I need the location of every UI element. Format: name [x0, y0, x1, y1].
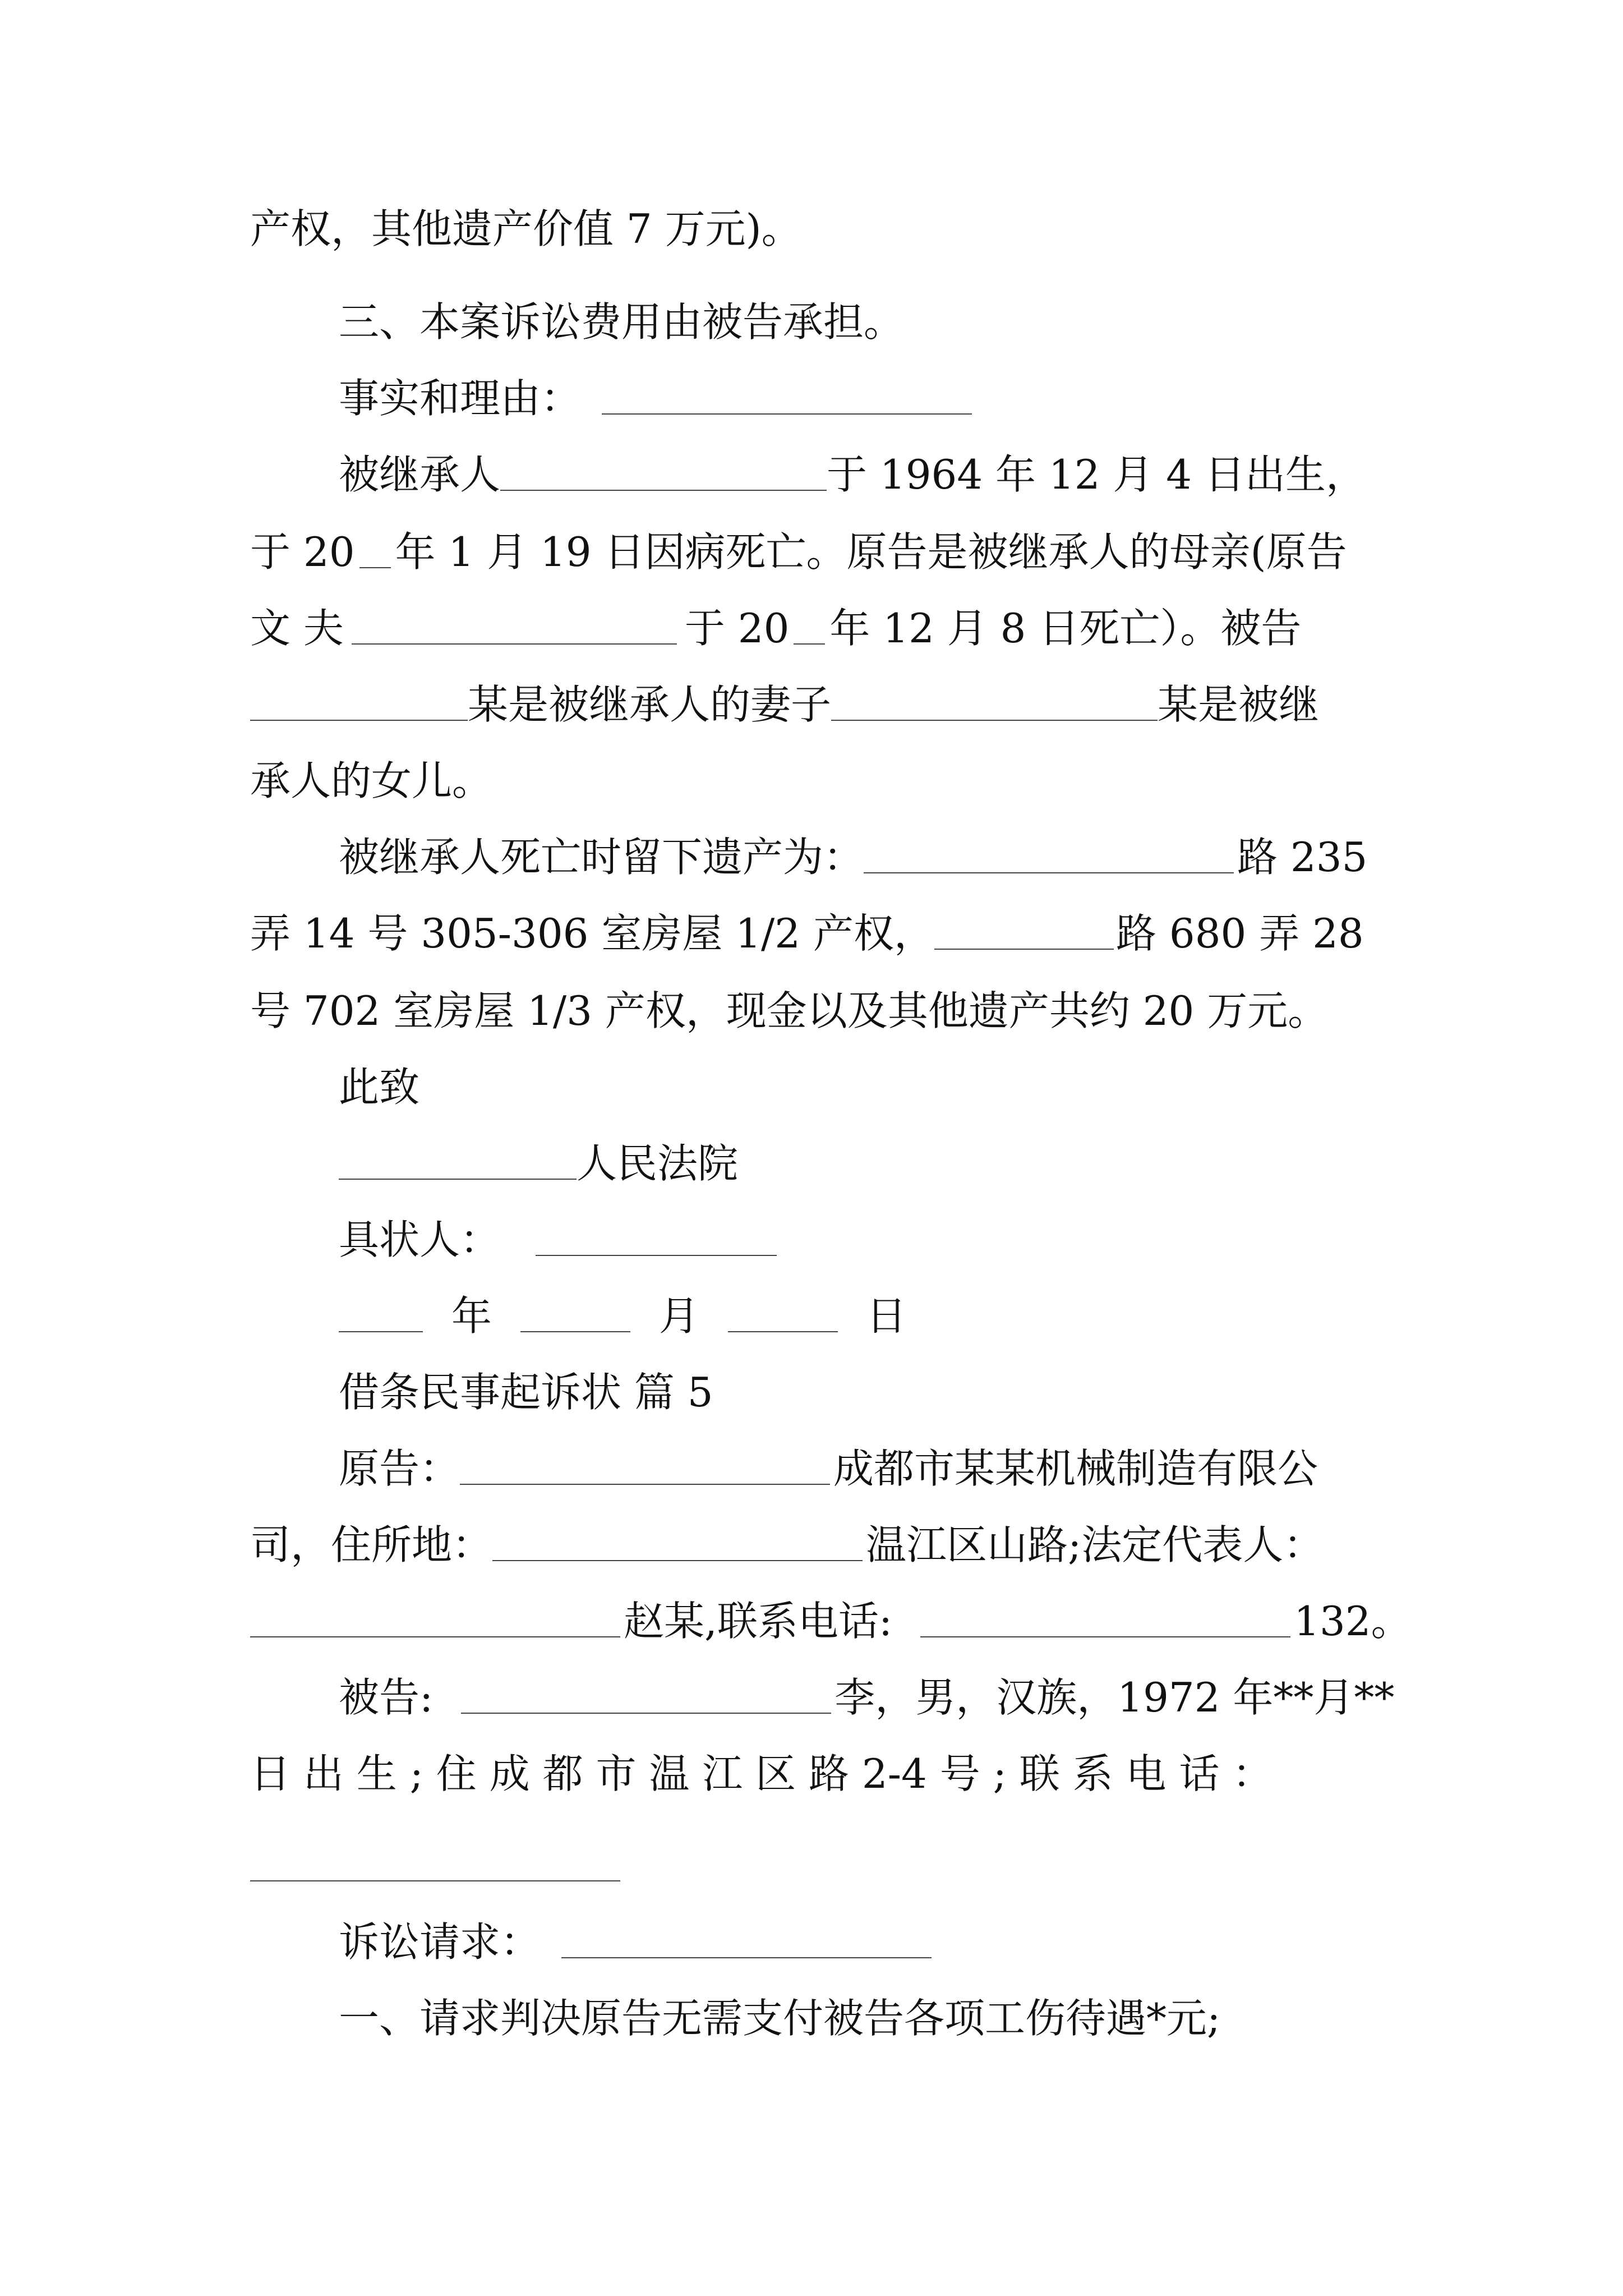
line-text: 于 20: [684, 605, 790, 652]
claims-heading: [339, 1914, 932, 1970]
line-text: 号 702 室房屋 1/3 产权，现金以及其他遗产共约 20 万元。: [250, 987, 1329, 1034]
fill-blank: [520, 1295, 630, 1332]
fill-blank: [492, 1524, 863, 1561]
fill-blank: [864, 836, 1234, 873]
fill-blank: [934, 913, 1114, 950]
paragraph-line: [339, 1441, 1318, 1497]
fill-blank: [352, 608, 677, 645]
section-title: [339, 1364, 713, 1420]
line-text: 日 出 生 ; 住 成 都 市 温 江 区 路 2-4 号 ; 联 系 电 话 ：: [250, 1750, 1273, 1797]
line-text: 被继承人: [339, 451, 501, 498]
line-text: 借条民事起诉状 篇 5: [339, 1369, 713, 1416]
line-text: 人民法院: [577, 1140, 739, 1187]
line-text: 具状人：: [339, 1216, 501, 1263]
line-text: 年: [451, 1292, 492, 1340]
fill-blank: [359, 531, 391, 568]
paragraph-line: [339, 447, 1366, 503]
line-text: 某是被继: [1158, 681, 1320, 728]
line-text: 被继承人死亡时留下遗产为：: [339, 834, 864, 881]
line-text: 文 夫: [250, 605, 344, 652]
paragraph-line: [250, 600, 1301, 656]
fill-blank: [339, 1143, 577, 1180]
line-text: 成都市某某机械制造有限公: [833, 1445, 1318, 1492]
line-text: 日: [866, 1292, 907, 1340]
line-text: 司，住所地：: [250, 1521, 493, 1568]
line-text: 赵某,联系电话:: [624, 1598, 893, 1645]
paragraph-line: [250, 753, 492, 809]
paragraph-line: [339, 1669, 1394, 1726]
date-line: [339, 1288, 907, 1344]
line-text: 年 1 月 19 日因病死亡。原告是被继承人的母亲(原告: [395, 528, 1347, 576]
line-text: 一、请求判决原告无需支付被告各项工伤待遇*元;: [339, 1995, 1221, 2042]
line-text: 被告:: [339, 1674, 434, 1721]
line-text: 年 12 月 8 日死亡）。被告: [829, 605, 1302, 652]
line-text: 原告：: [339, 1445, 460, 1492]
line-text: 三、本案诉讼费用由被告承担。: [339, 298, 905, 346]
fill-blank: [561, 1921, 932, 1958]
line-text: 此致: [339, 1064, 420, 1111]
line-text: 承人的女儿。: [250, 757, 493, 804]
fill-blank: [460, 1448, 830, 1485]
paragraph-line: [250, 983, 1328, 1039]
paragraph-line: [250, 1517, 1324, 1573]
fill-blank: [920, 1600, 1290, 1637]
line-text: 于 1964 年 12 月 4 日出生，: [827, 451, 1366, 498]
paragraph-line: [250, 201, 802, 257]
fill-blank: [536, 1219, 777, 1256]
court-line: [339, 1135, 738, 1191]
line-text: 李，男，汉族，1972 年**月**: [834, 1674, 1395, 1721]
line-text: 弄 14 号 305-306 室房屋 1/2 产权，: [250, 910, 934, 957]
paragraph-line: [250, 1593, 1412, 1649]
fill-blank: [794, 608, 825, 645]
line-text: 诉讼请求：: [339, 1918, 541, 1966]
fill-blank: [250, 1880, 620, 1881]
fill-blank: [728, 1295, 838, 1332]
line-text: 事实和理由：: [339, 375, 582, 422]
line-text: 月: [658, 1292, 699, 1340]
paragraph-line: [339, 294, 904, 350]
fill-blank: [461, 1677, 831, 1714]
line-text: 路 680 弄 28: [1116, 910, 1364, 957]
fill-blank: [250, 684, 468, 721]
line-text: 某是被继承人的妻子: [468, 681, 832, 728]
line-text: 产权，其他遗产价值 7 万元)。: [250, 205, 802, 252]
fill-blank: [602, 378, 972, 415]
paragraph-line: [339, 829, 1367, 885]
paragraph-line: [250, 524, 1347, 580]
line-text: 路 235: [1237, 834, 1368, 881]
line-text: 132。: [1294, 1598, 1412, 1645]
fill-blank: [831, 684, 1158, 721]
paragraph-line: [250, 677, 1319, 733]
signer-line: [339, 1212, 777, 1268]
fill-blank: [500, 454, 827, 491]
closing-salutation: [339, 1059, 419, 1115]
paragraph-line: [250, 905, 1364, 961]
paragraph-line: [339, 1990, 1220, 2046]
facts-heading: [339, 370, 972, 426]
paragraph-line: [250, 1746, 1272, 1802]
line-text: 于 20: [250, 528, 355, 576]
fill-blank: [250, 1600, 620, 1637]
line-text: 温江区山路;法定代表人：: [866, 1521, 1324, 1568]
fill-blank: [339, 1295, 423, 1332]
